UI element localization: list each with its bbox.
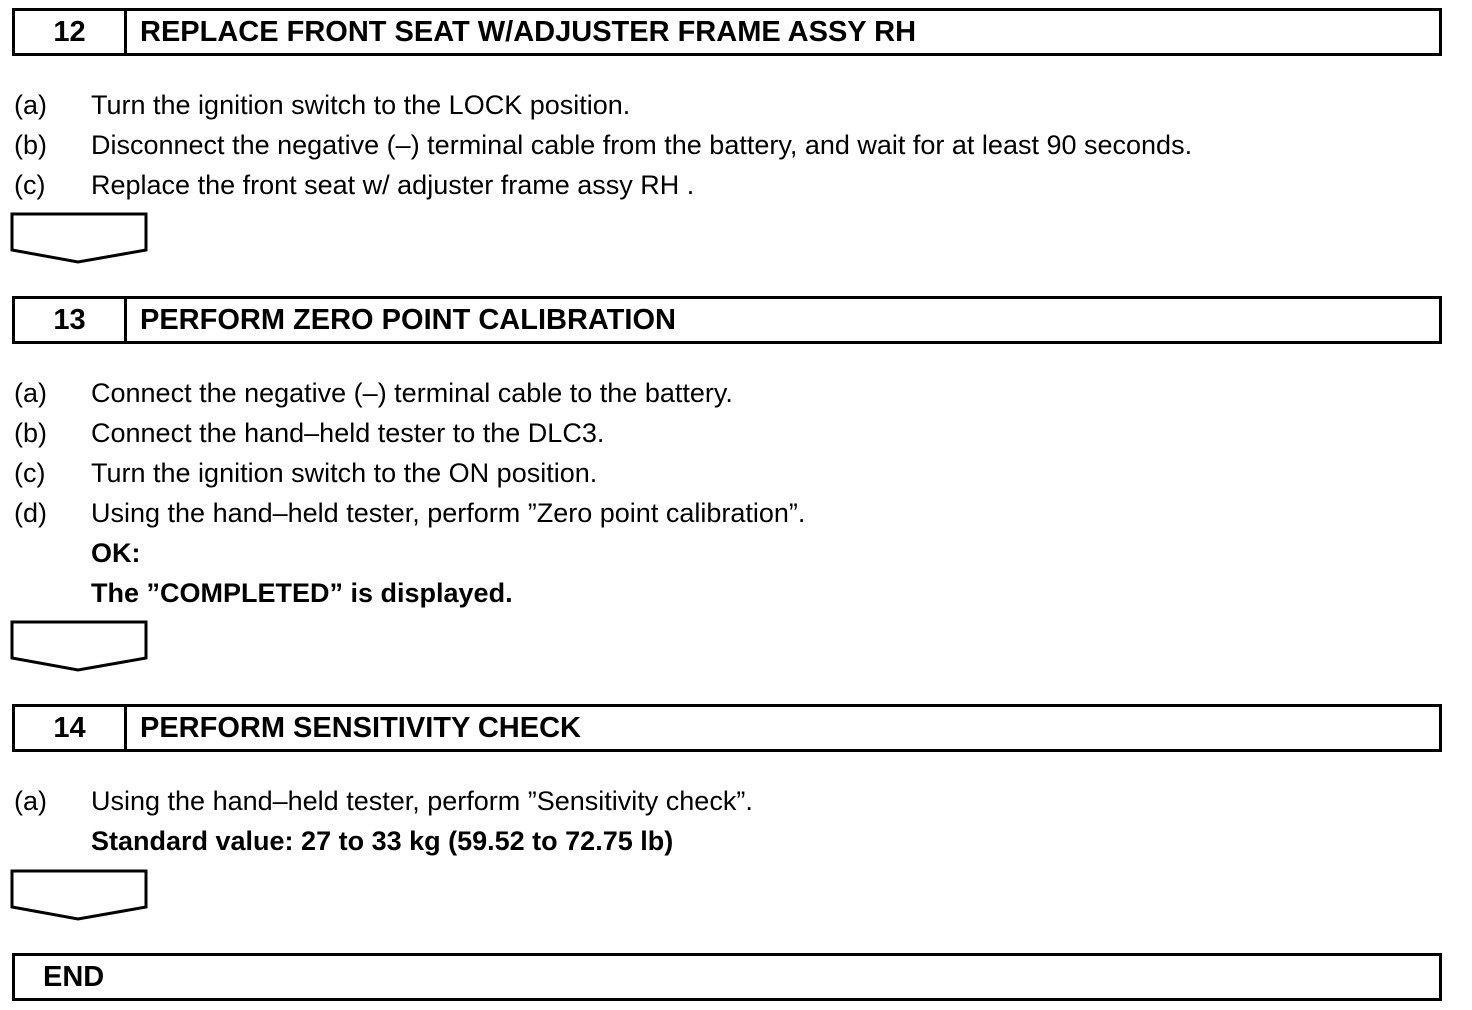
- note-text: The ”COMPLETED” is displayed.: [91, 578, 513, 608]
- item-label: (a): [14, 786, 47, 816]
- end-header: [12, 953, 1442, 1001]
- step-14-instructions: [14, 781, 1454, 861]
- item-label: (b): [14, 130, 47, 160]
- next-step-arrow-icon: [10, 869, 150, 921]
- item-label: (d): [14, 498, 47, 528]
- step-13-header: [12, 296, 1442, 344]
- instruction-item: [14, 373, 1454, 413]
- note-text: OK:: [91, 538, 141, 568]
- instruction-item: [14, 165, 1454, 205]
- next-step-arrow-icon: [10, 620, 150, 672]
- item-label: (a): [14, 90, 47, 120]
- step-number: 12: [15, 11, 127, 53]
- instruction-item: [14, 85, 1454, 125]
- item-text: Turn the ignition switch to the LOCK position.: [91, 90, 631, 120]
- step-13-instructions: [14, 373, 1454, 613]
- step-12-instructions: [14, 85, 1454, 205]
- instruction-item: [14, 453, 1454, 493]
- step-number: 14: [15, 707, 127, 749]
- item-text: Connect the hand–held tester to the DLC3.: [91, 418, 605, 448]
- item-text: Replace the front seat w/ adjuster frame assy RH .: [91, 170, 695, 200]
- item-label: (b): [14, 418, 47, 448]
- item-label: (a): [14, 378, 47, 408]
- note-text: Standard value: 27 to 33 kg (59.52 to 72.75 lb): [91, 826, 674, 856]
- instruction-item: [14, 493, 1454, 533]
- step-14-header: [12, 704, 1442, 752]
- instruction-item: [14, 781, 1454, 821]
- item-text: Using the hand–held tester, perform ”Zero point calibration”.: [91, 498, 806, 528]
- step-number: 13: [15, 299, 127, 341]
- standard-value-note: [14, 821, 1454, 861]
- item-text: Disconnect the negative (–) terminal cable from the battery, and wait for at least 90 seconds.: [91, 130, 1193, 160]
- instruction-item: [14, 413, 1454, 453]
- next-step-arrow-icon: [10, 212, 150, 264]
- item-label: (c): [14, 170, 46, 200]
- step-title: PERFORM SENSITIVITY CHECK: [140, 711, 581, 744]
- end-title: END: [43, 960, 105, 993]
- item-label: (c): [14, 458, 46, 488]
- result-note: [14, 573, 1454, 613]
- step-title: PERFORM ZERO POINT CALIBRATION: [140, 303, 676, 336]
- step-title: REPLACE FRONT SEAT W/ADJUSTER FRAME ASSY RH: [140, 15, 917, 48]
- item-text: Using the hand–held tester, perform ”Sensitivity check”.: [91, 786, 753, 816]
- step-12-header: [12, 8, 1442, 56]
- item-text: Connect the negative (–) terminal cable to the battery.: [91, 378, 733, 408]
- item-text: Turn the ignition switch to the ON position.: [91, 458, 598, 488]
- result-note: [14, 533, 1454, 573]
- instruction-item: [14, 125, 1454, 165]
